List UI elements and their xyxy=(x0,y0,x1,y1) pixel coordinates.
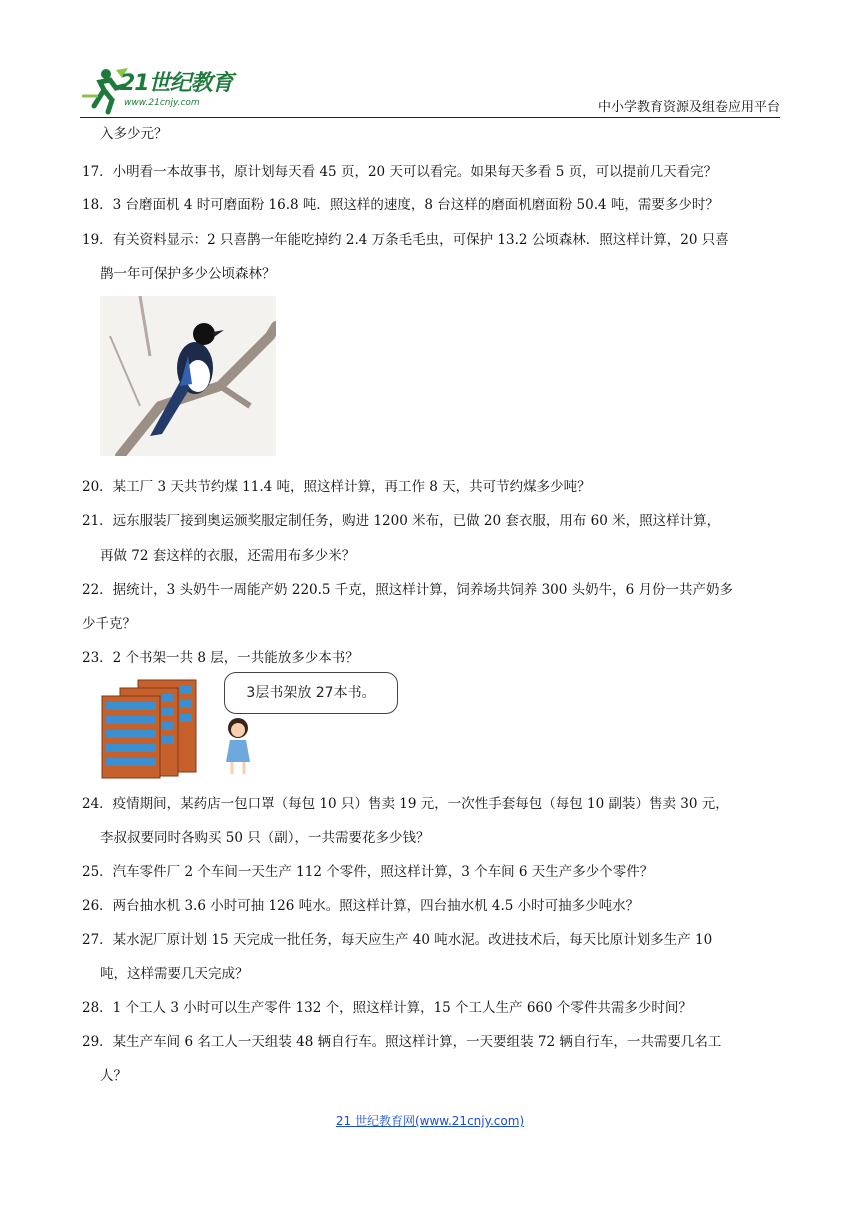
magpie-image xyxy=(100,296,276,456)
platform-title: 中小学教育资源及组卷应用平台 xyxy=(597,100,780,115)
header-divider xyxy=(80,117,780,118)
question-22-cont: 少千克？ xyxy=(82,616,136,632)
question-29: 29．某生产车间 6 名工人一天组装 48 辆自行车。照这样计算，一天要组装 72 辆自行车，一共需要几名工 xyxy=(82,1034,722,1050)
question-27: 27．某水泥厂原计划 15 天完成一批任务，每天应生产 40 吨水泥。改进技术后，每天比原计划多生产 10 xyxy=(82,932,713,948)
question-19-cont: 鹊一年可保护多少公顷森林？ xyxy=(100,266,276,282)
footer-link[interactable]: 21 世纪教育网(www.21cnjy.com) xyxy=(335,1114,525,1128)
page-footer xyxy=(0,1112,860,1129)
question-27-cont: 吨，这样需要几天完成？ xyxy=(100,966,249,982)
question-25: 25．汽车零件厂 2 个车间一天生产 112 个零件，照这样计算，3 个车间 6 天生产多少个零件？ xyxy=(82,864,654,880)
question-19: 19．有关资料显示：2 只喜鹊一年能吃掉约 2.4 万条毛毛虫，可保护 13.2 公顷森林．照这样计算，20 只喜 xyxy=(82,232,729,248)
logo-url: www.21cnjy.com xyxy=(124,98,200,108)
page-header xyxy=(80,64,780,120)
question-23: 23．2 个书架一共 8 层，一共能放多少本书？ xyxy=(82,650,359,666)
question-18: 18．3 台磨面机 4 时可磨面粉 16.8 吨．照这样的速度，8 台这样的磨面机磨面粉 50.4 吨，需要多少时？ xyxy=(82,197,719,213)
question-28: 28．1 个工人 3 小时可以生产零件 132 个，照这样计算，15 个工人生产 660 个零件共需多少时间？ xyxy=(82,1000,692,1016)
question-21-cont: 再做 72 套这样的衣服，还需用布多少米？ xyxy=(100,548,356,564)
question-24-cont: 李叔叔要同时各购买 50 只（副），一共需要花多少钱？ xyxy=(100,830,430,846)
question-22: 22．据统计，3 头奶牛一周能产奶 220.5 千克，照这样计算，饲养场共饲养 300 头奶牛，6 月份一共产奶多 xyxy=(82,582,734,598)
question-24: 24．疫情期间，某药店一包口罩（每包 10 只）售卖 19 元，一次性手套每包（每包 10 副装）售卖 30 元， xyxy=(82,796,729,812)
question-29-cont: 人？ xyxy=(100,1068,127,1084)
question-21: 21．远东服装厂接到奥运颁奖服定制任务，购进 1200 米布，已做 20 套衣服，用布 60 米，照这样计算， xyxy=(82,513,721,529)
question-26: 26．两台抽水机 3.6 小时可抽 126 吨水。照这样计算，四台抽水机 4.5 小时可抽多少吨水？ xyxy=(82,898,640,914)
question-20: 20．某工厂 3 天共节约煤 11.4 吨，照这样计算，再工作 8 天，共可节约煤多少吨？ xyxy=(82,479,591,495)
question-17: 17．小明看一本故事书，原计划每天看 45 页，20 天可以看完。如果每天多看 5 页，可以提前几天看完？ xyxy=(82,164,718,180)
speech-bubble: 3层书架放 27本书。 xyxy=(224,672,398,714)
text-line: 入多少元？ xyxy=(100,126,168,142)
logo-text: 21世纪教育 xyxy=(120,71,233,96)
